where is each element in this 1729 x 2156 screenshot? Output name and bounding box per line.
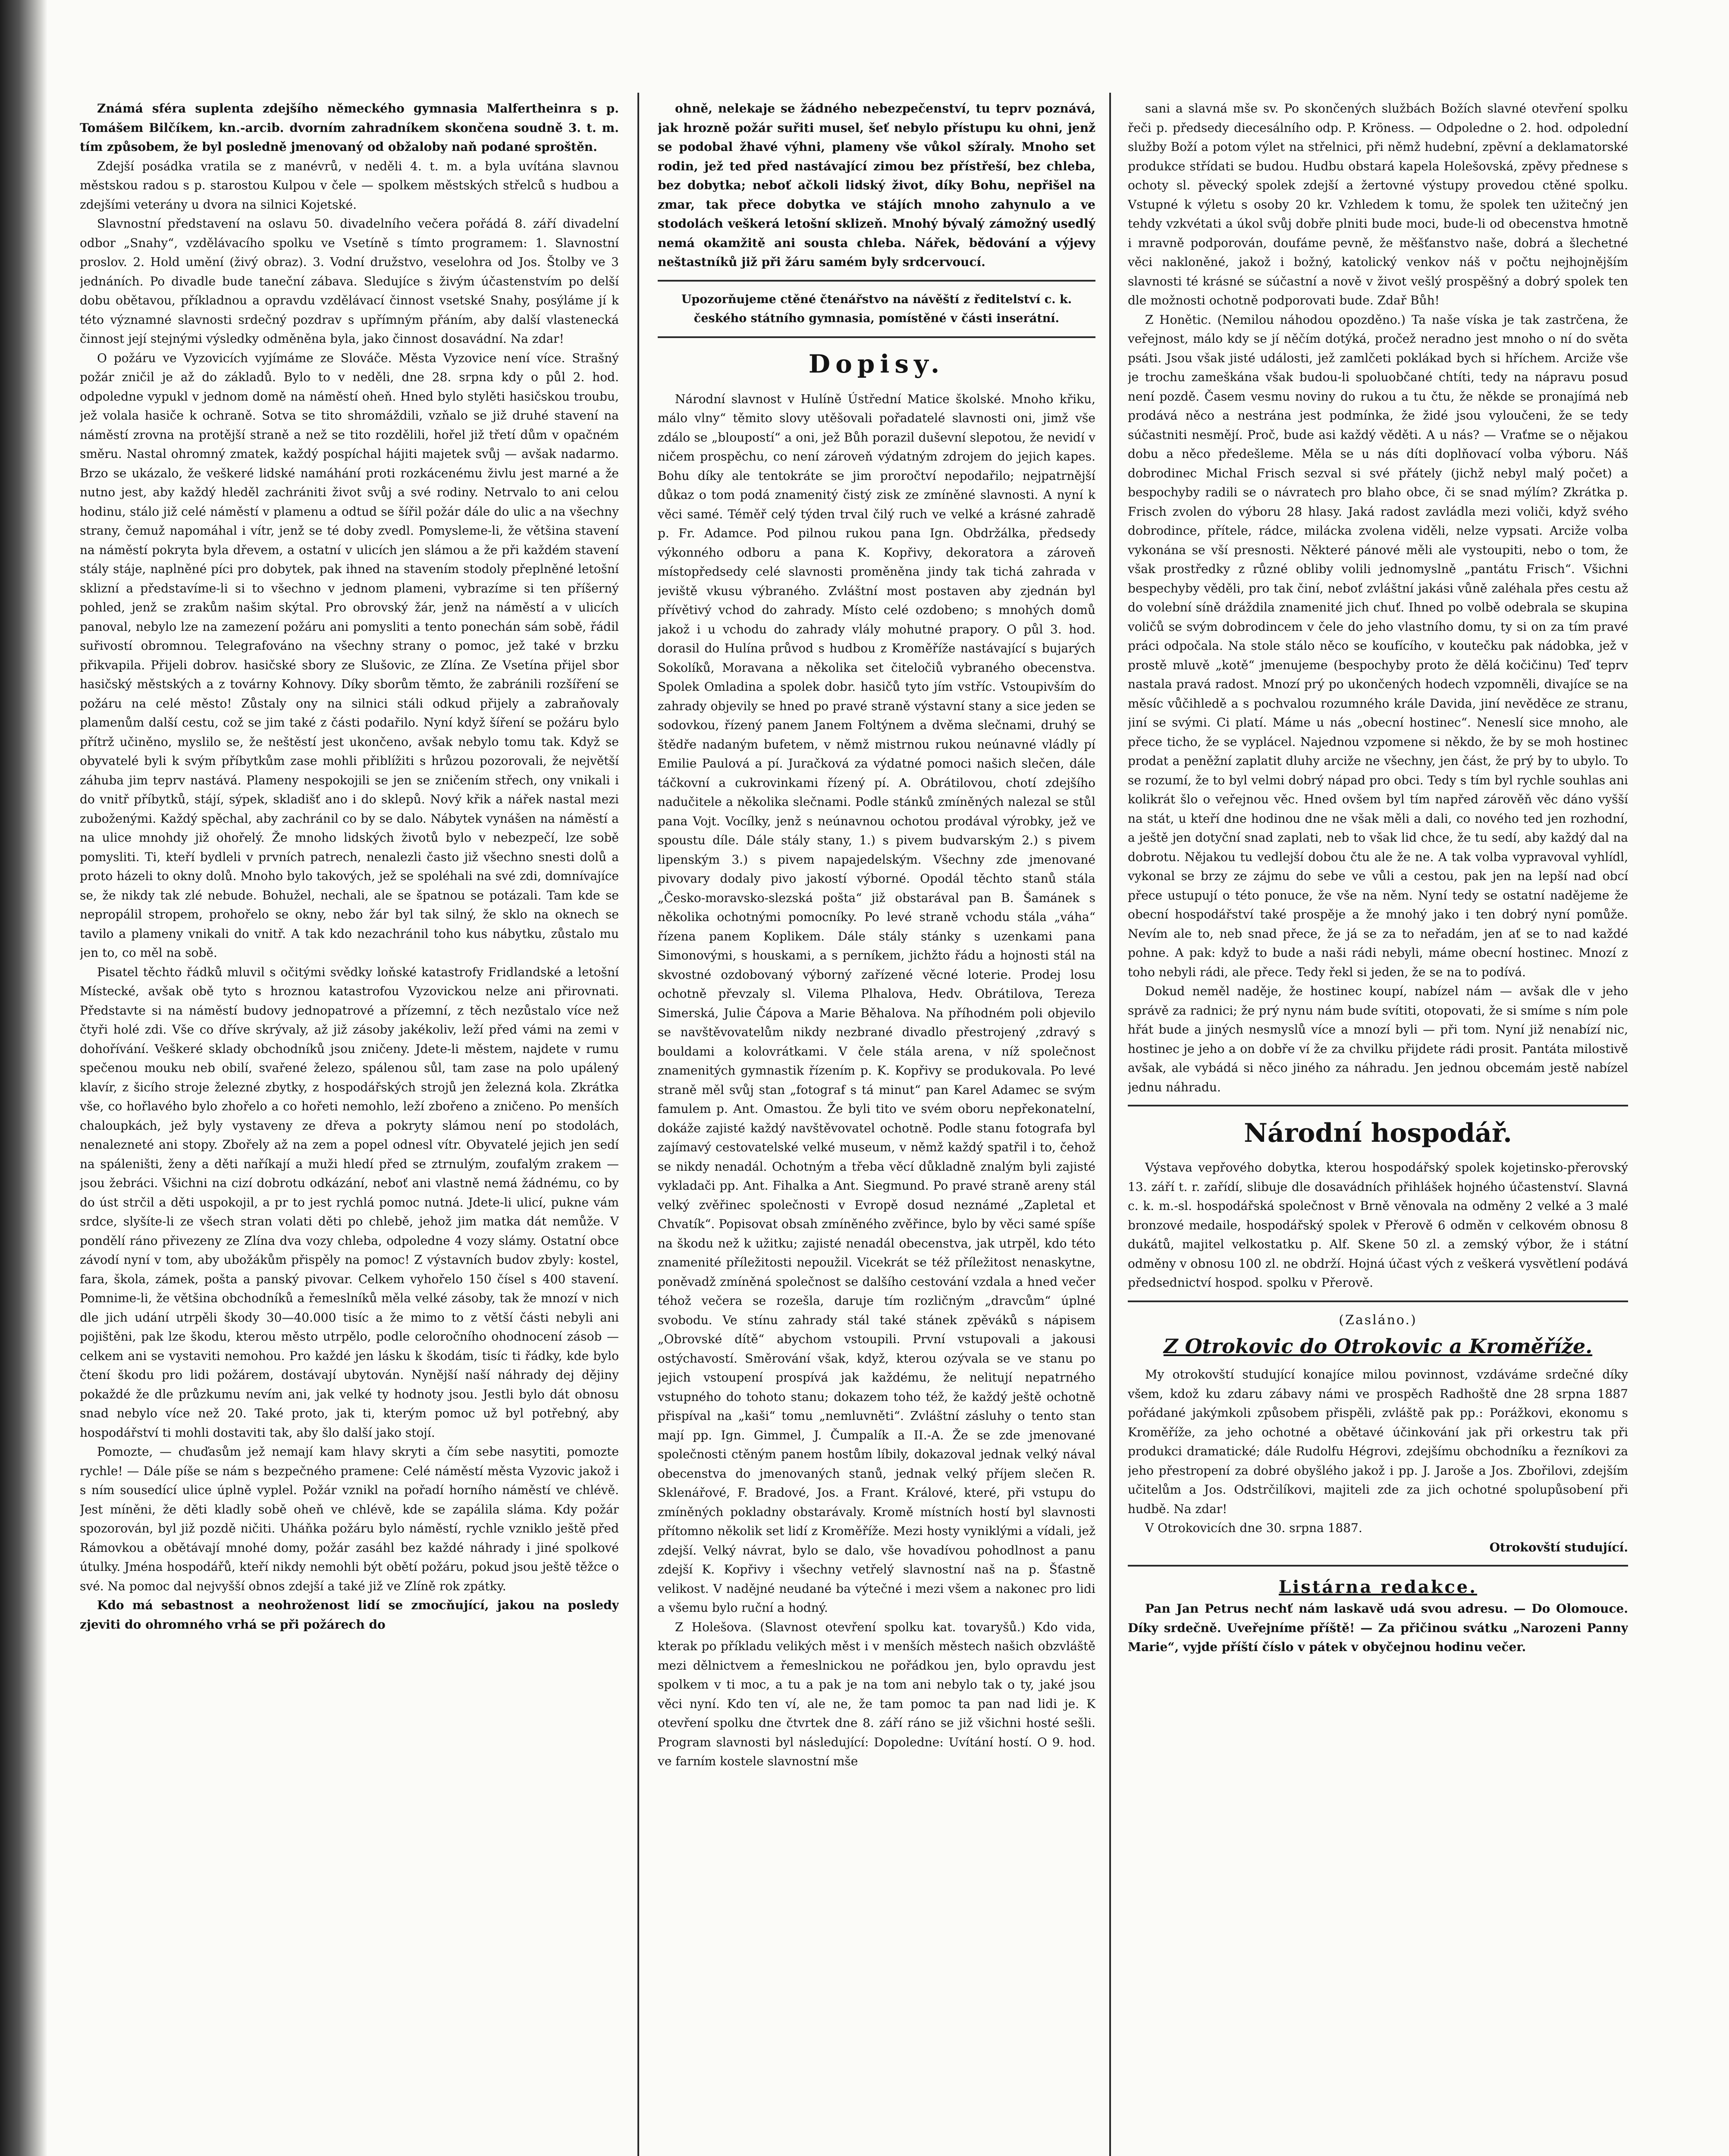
zaslano-date: V Otrokovicích dne 30. srpna 1887.: [1145, 1521, 1362, 1535]
column-rule-1: [637, 93, 639, 2156]
zaslano-label: (Zasláno.): [1339, 1312, 1417, 1328]
news-pig-exhibition: Výstava vepřového dobytka, kterou hospodářský spolek kojetinsko-přerovský 13. září t. r. zařídí, slibuje dle dosavádních přihlášek hojného účastenství. Slavná c. k. m.-sl. hospodářská společnost v Brně věnovala na odměny 2 velké a 3 malé bronzové medaile, hospodářský spolek v Přerově 6 odměn v celkovém obnosu 8 dukátů, majitel velkostatku p. Alf. Skene 50 zl. a zemský výbor, že i státní odměny v obnosu 100 zl. ne obdrží. Hojná účast vých z veškerá vysvětlení podává předsednictví hospod. spolku v Přerově.: [1128, 1160, 1628, 1290]
news-garrison-return: Zdejší posádka vratila se z manévrů, v neděli 4. t. m. a byla uvítána slavnou městskou radou s p. starostou Kulpou v čele — spolkem městských střelců s hudbou a zdejšími veterány u dvora na silnici Kojetské.: [80, 159, 619, 212]
letter-hulin-celebration: Národní slavnost v Hulíně Ústřední Matice školské. Mnoho křiku, málo vlny“ těmito slovy utěšovali pořadatelé slavnosti oni, jimž vše zdálo se „bloupostí“ a oni, jež Bůh porazil duševní slepotou, že nevidí v ničem prospěchu, co není zároveň výdatným zdrojem do jejich kapes. Bohu díky ale tentokráte se jim proročtví nepodařilo; nejpatrnější důkaz o tom podá znamenitý čistý zisk ze zmíněné slavnosti. A nyní k věci samé. Téměř celý týden trval čilý ruch ve velké a krásné zahradě p. Fr. Adamce. Pod pilnou rukou pana Ign. Obdržálka, předsedy výkonného odboru a pana K. Kopřivy, dekoratora a zároveň místopředsedy celé slavnosti proměněna jindy tak tichá zahrada v jeviště vkusu výbraného. Zvláštní most postaven aby zjednán byl přívětivý vchod do zahrady. Místo celé ozdobeno; s mnohých domů jakož i u vchodu do zahrady vlály mohutné prapory. O půl 3. hod. dorasil do Hulína průvod s hudbou z Kroměříže nastávající s bujarých Sokolíků, Moravana a několika set čiteločiů vybraného obecenstva. Spolek Omladina a spolek dobr. hasičů tyto jím vstříc. Vstoupivším do zahrady objevily se hned po pravé straně výstavní stany a sice jeden se sodovkou, řízený panem Janem Foltýnem a dvěma slečnami, druhý se štědře nadaným bufetem, v němž mistrnou rukou neúnavné vládly pí Emilie Paulová a pí. Juračková za výdatné pomoci našich slečen, dále táčkovní a cukrovinkami řízený pí. A. Obrátilovou, chotí zdejšího nadučitele a několika slečnami. Podle stánků zmíněných nalezal se stůl pana Vojt. Vocílky, jenž s neúnavnou ochotou prodával výrobky, jež ve spoustu díle. Dále stály stany, 1.) s pivem budvarským 2.) s pivem lipenským 3.) s pivem napajedelským. Všechny zde jmenované pivovary dodaly pivo jakostí výborné. Opodál těchto stanů stála „Česko-moravsko-slezská pošta“ již obstarával pan B. Šamánek s několika ochotnými pomocníky. Po levé straně vchodu stála „váha“ řízena panem Koplikem. Dále stály stánky s uzenkami pana Simonovými, s houskami, a s perníkem, jichžto řádu a hojnosti stál na skvostné ozdobovaný výborný zařízené věcné loterie. Prodej losu ochotně převzaly sl. Vilema Plhalova, Hedv. Obrátilova, Tereza Simerská, Julie Čápova a Marie Běhalova. Na příhodném poli objevilo se navštěvovatelům nikdy nezbrané divadlo přestrojený ,zdravý s bouldami a kolovrátkami. V čele stála arena, v níž společnost znamenitých gymnastik řízením p. K. Kopřivy se produkovala. Po levé straně měl svůj stan „fotograf s tá minut“ pan Karel Adamec se svým famulem p. Ant. Omastou. Že byli tito ve svém oboru nepřekonatelní, dokáže zajisté každý navštěvovatel ochotně. Podle stanu fotografa byl zajímavý cestovatelské velké museum, v němž každý spatřil i to, čehož se nikdy nenadál. Ochotným a třeba věcí důkladně znalým byli zajisté vykladači pp. Ant. Fihalka a Ant. Siegmund. Po pravé straně areny stál velký zvěřinec společnosti v Evropě dosud neznámé „Zapletal et Chvatík“. Popisovat obsah zmíněného zvěřince, bylo by věci samé spíše na škodu než k užitku; zajisté nenadál obecenstva, jak utrpěl, kdo této znamenité příležitosti nepoužil. Vicekrát se též příležitost nenaskytne, poněvadž zmíněná společnost se dalšího cestování vzdala a hned večer téhož večera se rozešla, daruje tím rozličným „dravcům“ úplné svobodu. Ve stínu zahrady stál také stánek zpěváků s nápisem „Obrovské dítě“ abychom vstoupili. První vstupovali a jakousi ostýchavostí. Směrování však, když, kterou ozývala se ve stanu po jejich vstoupení prospívá jak každému, že nelitují nepatrného vstupného do tohoto stanu; dokazem toho též, že každý ještě ochotně přispíval na „kaši“ tomu „nemluvněti“. Zvláštní zásluhy o tento stan mají pp. Ign. Gimmel, J. Čumpalík a II.-A. Že se zde jmenované společnosti ctěným panem hostům líbily, dokazoval jednak velký nával obecenstva do jmenovaných stanů, jednak velký příjem slečen R. Sklenářové, F. Bradové, Jos. a Frant. Králové, které, při vstupu do zmíněných pokladny obstarávaly. Kromě místních hostí byl slavnosti přítomno několik set lidí z Kroměříže. Mezi hosty vyniklými a vídali, jež zdejší. Velký návrat, bylo se dalo, vše hovadívou pohodlnost a panu zdejší K. Kopřivy i všechny vetřelý slavnostní naš na p. Šťastně velikost. V nadějné neudané ba výtečné i mezi všem a nakonec pro lidi a všemu bylo ruční a hodný.: [658, 392, 1095, 1615]
news-vyzovice-fire: O požáru ve Vyzovicích vyjímáme ze Slováče. Města Vyzovice není více. Strašný požár zničil je až do základů. Bylo to v neděli, dne 28. srpna kdy o půl 2. hod. odpoledne vypukl v jednom domě na náměstí oheň. Hned bylo stylěti hasičskou troubu, jež volala hasiče k ochraně. Sotva se tito shromáždili, vzňalo se již druhé stavení na náměstí zrovna na protější straně a než se tito rozdělili, hořel již třetí dům v opačném směru. Nastal ohromný zmatek, každý pospíchal hájiti majetek svůj — avšak nadarmo. Brzo se ukázalo, že veškeré lidské namáhání proti rozkácenému živlu jest marné a že nutno jest, aby každý hleděl zachrániti život svůj a své rodiny. Netrvalo to ani celou hodinu, stálo již celé náměstí v plamenu a odtud se šířil požár dále do ulic a na všechny strany, čemuž napomáhal i vítr, jenž se té doby zvedl. Pomysleme-li, že většina stavení na náměstí pokryta byla dřevem, a ostatní v ulicích jen slámou a že při každém stavení stály stáje, naplněné píci pro dobytek, pak ihned na stavením stodoly přeplněné letošní sklizní a představíme-li si to všechno v jednom plameni, vybrazíme si ten příšerný pohled, jenž se zrakům našim skýtal. Pro obrovský žár, jenž na náměstí a v ulicích panoval, nebylo lze na zamezení požáru ani pomysliti a tento ponechán sám sobě, řádil suřivostí obromnou. Telegrafováno na všechny strany o pomoc, jež také v brzku přikvapila. Přijeli dobrov. hasičské sbory ze Slušovic, ze Zlína. Ze Vsetína přijel sbor hasičský městských a z továrny Kohnovy. Díky sborům těmto, že zabránili rozšíření se požáru na celé město! Zůstaly ony na silnici stáli odkud přijely a zabraňovaly plamenům další cestu, což se jim také z části podařilo. Nyní když šíření se požáru bylo přítrž učiněno, myslilo se, že neštěstí jest ukončeno, avšak nebylo tomu tak. Když se obyvatelé byli k svým příbytkům zase mohli přiblížiti s hrůzou pozorovali, že největší záhuba jim teprv nastává. Plameny nespokojili se jen se zničením střech, ony vnikali i do vnitř příbytků, stájí, sýpek, skladišť ano i do sklepů. Nový křik a nářek nastal mezi zuboženými. Každý spěchal, aby zachránil co by se dalo. Nábytek vynášen na náměstí a na ulice mnohdy již ohořelý. Že mnoho lidských životů bylo v nebezpečí, lze sobě pomysliti. Ti, kteří bydleli v prvních patrech, nenalezli často již všechno snesti dolů a proto házeli to okny dolů. Mnoho bylo takových, jež se spoléhali na své zdi, domnívajíce se, že nikdy tak zlé nebude. Bohužel, nechali, ale se špatnou se potázali. Tam kde se nepropálil stropem, prohořelo se okny, nebo žár byl tak silný, že sklo na oknech se tavilo a plameny vnikali do vnitř. A tak kdo nezachránil toho kus nábytku, zůstalo mu jen to, co měl na sobě.: [80, 351, 619, 960]
section-divider: [1128, 1105, 1628, 1106]
section-title-listarna: Listárna redakce.: [1278, 1577, 1478, 1597]
section-title-dopisy: Dopisy.: [808, 349, 945, 379]
section-divider: [1128, 1300, 1628, 1302]
section-title-narodni-hospodar: Národní hospodář.: [1244, 1118, 1512, 1148]
zaslano-signature: Otrokovští studující.: [1489, 1540, 1628, 1554]
news-vyzovice-fire-report: Pisatel těchto řádků mluvil s očitými svědky loňské katastrofy Fridlandské a letošní Místecké, avšak obě tyto s hroznou katastrofou Vyzovickou nelze ani přirovnati. Představte si na náměstí budovy jednopatrové a přízemní, z těch nezůstalo více než čtyři holé zdi. Vše co dříve skrývaly, až již zásoby jakékoliv, leží před vámi na zemi v dohořívání. Veškeré sklady obchodníků jsou zničeny. Jdete-li městem, najdete v rumu spečenou mouku neb obilí, svařené železo, spálenou sůl, tam zase na polo upálený klavír, z šicího stroje železné zbytky, z hospodářských strojů jen železná kola. Zkrátka vše, co hořlavého bylo zhořelo a co hořeti nemohlo, leží zbořeno a zničeno. Po menších chaloupkách, jež byly vystaveny ze dřeva a pokryty slámou není po stodolách, nenalezneté ani stopy. Zbořely až na zem a popel odnesl vítr. Obyvatelé jejich jen sedí na spáleništi, ženy a děti naříkají a muži hledí před se ztrnulým, zoufalým zrakem — jsou žebráci. Všichni na cizí dobrotu odkázání, neboť ani vlastně nemá žádnému, co by do úst strčil a děti uspokojil, a pr to jest rychlá pomoc nutná. Jdete-li ulicí, pukne vám srdce, slyšíte-li ze všech stran volati děti po chlebě, jehož jim matka dát nemůže. V pondělí ráno přivezeny ze Zlína dva vozy chleba, odpoledne 4 vozy slámy. Ostatní obce závodí nyní v tom, aby ubožákům přispěly na pomoc! Z výstavních budov zbyly: kostel, fara, škola, zámek, pošta a panský pivovar. Celkem vyhořelo 150 čísel s 400 stavení. Pomnime-li, že většina obchodníků a řemeslníků měla velké zásoby, tak že mnozí v nich dle jich udání utrpěli škody 30—40.000 tisíc a že mimo to z větší části nebyli ani pojištěni, pak lze škodu, kterou město utrpělo, podle celoročního ohodnocení zásob — celkem ani se vystaviti nemohou. Pro každé jen lásku k škodám, tisíc ti řádky, kde bylo čtení škodu pro lidi požárem, dostávají ubytován. Nynější naší náhrady dej dějiny pokaždé že dle průzkumu nevím ani, jak velké ty hodnoty jsou. Jestli bylo dát obnosu snad nebylo více než 20. Také proto, jak ti, kterým pomoc už byl potřebný, aby hospodářství ti mohli dostaviti tak, aby šlo další jako stojí.: [80, 965, 619, 1440]
zaslano-thanks: My otrokovští studující konajíce milou povinnost, vzdáváme srdečné díky všem, kdož ku zdaru zábavy námi ve prospěch Radhoště dne 28 srpna 1887 pořádané jakýmkoli způsobem přispěli, zvláště pak pp.: Porážkovi, ekonomu s Kroměříže, za jeho ochotné a obětavé účinkování jak při orkestru tak při produkci dramatické; dále Rudolfu Hégrovi, zdejšímu obchodníku a řezníkovi za jeho přestropení za dobré obyšlého jakož i pp. J. Jaroše a Jos. Zbořilovi, zdejším učitelům a Jos. Odstrčilíkovi, majiteli zde za jich ochotné spolupůsobení při hudbě. Na zdar!: [1128, 1367, 1628, 1516]
news-vyzovice-appeal: Pomozte, — chuďasům jež nemají kam hlavy skryti a čím sebe nasytiti, pomozte rychle! — Dále píše se nám s bezpečného pramene: Celé náměstí města Vyzovic jakož i s ním sousedící ulice úplně vyplel. Požár vznikl na pořadí horního náměstí ve chlévě. Jest míněni, že děti kladly sobě oheň ve chlévě, kde se zapálila sláma. Kdy požár spozorován, byl již pozdě ničiti. Uháňka požáru bylo náměstí, rychle vzniklo ještě před Rámovkou a obětávají mnohé domy, požár zasáhl bez každé náhrady i jiné spolkové útulky. Jména hospodářů, kteří nikdy nemohli být obětí požáru, pokud jsou ještě těžce o své. Na pomoc dal nejvyšší obnos zdejší a také již ve Zlíně rok zpátky.: [80, 1445, 619, 1593]
zaslano-headline: Z Otrokovic do Otrokovic a Kroměříže.: [1163, 1335, 1593, 1358]
news-fire-continuation: ohně, nelekaje se žádného nebezpečenství, tu teprv poznává, jak hrozně požár suřiti musel, šeť nebylo přístupu ku ohni, jenž se podobal žhavé výhni, plameny vše vůkol sžíraly. Mnoho set rodin, jež ted před nastávající zimou bez přístřeší, bez chleba, bez dobytka; neboť ačkoli lidský život, díky Bohu, nepřišel na zmar, tak přece dobytka ve stájích mnoho zahynulo a ve stodolách veškerá letošní sklizeň. Mnohý bývalý zámožný usedlý nemá okamžitě ani sousta chleba. Nářek, bědování a výjevy neštastníků již při žáru samém byly srdcervoucí.: [658, 101, 1095, 269]
column-rule-2: [1109, 93, 1111, 2156]
section-divider: [1128, 1565, 1628, 1567]
letter-honetice: Z Honětic. (Nemilou náhodou opozděno.) Ta naše víska je tak zastrčena, že veřejnost, málo kdy se jí něčím dotýká, pročež neradno jest mnoho o ní do světa psáti. Jsou však jisté události, jež zamlčeti poklákad bych si hříchem. Arciže vše je trochu zameškána však budou-li spoluobčané chtíti, tedy na nápravu posud není pozdě. Časem vesmu noviny do rukou a tu čtu, že někde se pronajímá neb prodává něco a nestrána jest podmínka, že židé jsou vyloučeni, že se tedy súčastniti nesmějí. Proč, bude asi každý věděti. A u nás? — Vraťme se o nějakou dobu a něco předešleme. Měla se u nás díti doplňovací volba výboru. Náš dobrodinec Michal Frisch sezval si své přátely (jichž nebyl malý počet) a bespochyby radili se o návratech pro blaho obce, či se snad mýlím? Zkrátka p. Frisch zvolen do výboru 28 hlasy. Jaká radost zavládla mezi voliči, když svého dobrodince, přítele, rádce, milácka zvolena viděli, nelze vypsati. Arciže volba vykonána se vší presnosti. Některé pánové měli ale vystoupiti, nebo o tom, že však prostředky z různé obliby volili jednomyslně „pantátu Frisch“. Všichni bespechyby věděli, pro tak činí, neboť zvláštní jakási vůně zaléhala přes cestu až do volební síně dráždila znamenité jich chuť. Ihned po volbě odebrala se skupina voličů se svým dobrodincem v čele do jeho vlastního domu, ty si on za tím pravé práci odpočala. Na stole stálo něco se koufícího, v koutečku pak nádobka, jež v prostě mluvě „kotě“ jmenujeme (bespochyby proto že dělá kočičinu) Teď teprv nastala pravá radost. Mnozí prý po ukončených hodech vzpomněli, divajíce se na měsíc vůčihledě a s pochvalou rozumného krále Davida, jiní nevěděce ze stranu, jiní se svými. Ci platí. Máme u nás „obecní hostinec“. Neneslí sice mnoho, ale přece ticho, že se vyplácel. Najednou vzpomene si někdo, že by se moh hostinec prodat a peněžní zaplatit dluhy arciže ne všechny, jen část, že prý by to ubylo. To se rozumí, že to byl velmi dobrý nápad pro obci. Tedy s tím byl rychle souhlas ani kolikrát šlo o veřejnou věc. Hned ovšem byl tím napřed zárověň věc dáno vyšší na stát, u kteří dne hodinou dne ne však měli a dali, co nového ted jen rozhodní, a ještě jen dotyční snad zaplati, neb to však lid chce, že tu sedí, aby každý dal na dobrotu. Nějakou tu vedlejší dobou čtu ale že ne. A tak volba vypravoval vyhlídl, vykonal se brzy ze zájmu do sebe ve vůli a cestou, pak jen na lepší nad obcí přece ustupují o této ponuce, že vše na něm. Nyní tedy se ostatní nadějeme že obecní hospodářství také prospěje a že mnohý jako i ten dobrý nyní pomůže. Nevím ale to, neb snad přece, že já se za to neřadám, jen ať se to nad každé pohne. A pak: když to bude a naši rádi nebyli, máme obecní hostinec. Mnozí z toho nebyli rádi, ale přece. Tedy řekl si jeden, že se na to podívá.: [1128, 312, 1628, 979]
column-1: [80, 99, 619, 2156]
news-vyzovice-continued: Kdo má sebastnost a neohroženost lidí se zmocňující, jakou na posledy zjeviti do ohromného vrhá se při požárech do: [80, 1598, 619, 1632]
section-divider: [658, 336, 1095, 338]
news-theatre-celebration: Slavnostní představení na oslavu 50. divadelního večera pořádá 8. září divadelní odbor „Snahy“, vzdělávacího spolku ve Vsetíně s tímto programem: 1. Slavnostní proslov. 2. Hold umění (živý obraz). 3. Vodní družstvo, veselohra od Jos. Štolby ve 3 jednáních. Po divadle bude taneční zábava. Sledujíce s živým účastenstvím po delší dobu obětavou, příkladnou a opravdu vzdělávací činnost vsetské Snahy, posýláme jí k této významné slavnosti srdečný pozdrav s upřímným přáním, aby další vlastenecká činnost její stejnými výsledky odměněna byla, jako činnost dosavádní. Na zdar!: [80, 216, 619, 346]
letter-holesov-continued: sani a slavná mše sv. Po skončených službách Božích slavné otevření spolku řeči p. předsedy diecesálního odp. P. Kröness. — Odpoledne o 2. hod. odpolední služby Boží a potom výlet na střelnici, při němž hudební, zpěvní a deklamatorské produkce střídati se budou. Hudbu obstará kapela Holešovská, zpěvy přednese s ochoty sl. pěvecký spolek zdejší a žertovné výstupy provedou ctěné spolku. Vstupné k výletu s osoby 20 kr. Vzhledem k tomu, že spolek ten užitečný jen tehdy vzkvétati a úkol svůj dobře plniti bude moci, bude-li od obecenstva hmotně i mravně podporován, doufáme pevně, že měšťanstvo naše, dobrá a šlechetné věci nakloněné, jakož i božný, katolický venkov náš v počtu nejhojnějším slavnosti té krásné se súčastní a nově v život vešlý prospěšný a dobrý spolek ten dle možnosti ochotně podporovati bude. Zdař Bůh!: [1128, 101, 1628, 307]
editorial-mailbox: Pan Jan Petrus nechť nám laskavě udá svou adresu. — Do Olomouce. Díky srdečně. Uveřejníme příště! — Za přičinou svátku „Narozeni Panny Marie“, vyjde příští číslo v pátek v obyčejnou hodinu večer.: [1128, 1601, 1628, 1654]
letter-honetice-continued: Dokud neměl naděje, že hostinec koupí, nabízel nám — avšak dle v jeho správě za radnici; že prý nynu nám bude svítiti, otopovati, že si smíme s ním pole hřát bude a jiných nesmyslů více a mnozí byli — při tom. Nyní již nenabízí nic, hostinec je jeho a on dobře ví že za chvilku přijdete rádi prosit. Pantáta milostivě avšak, ale vybádá si něco jiného za náhradu. Jen jednou obcemám jestě nabízel jednu náhradu.: [1128, 984, 1628, 1094]
news-gymnasium-case: Známá sféra suplenta zdejšího německého gymnasia Malfertheinra s p. Tomášem Bilčíkem, kn.-arcib. dvorním zahradníkem skončena soudně 3. t. m. tím způsobem, že byl posledně jmenovaný od obžaloby naň podané sproštěn.: [80, 101, 619, 154]
scan-edge-shadow: [0, 0, 47, 2156]
column-2: [658, 99, 1095, 2156]
letter-holesov: Z Holešova. (Slavnost otevření spolku kat. tovaryšů.) Kdo vida, kterak po příkladu velikých měst i v menších městech našich obzvláště mezi dělnictvem a řemeslnickou ne pořádkou jen, bylo opravdu jest spolkem v ti moc, a tu a pak je na tom ani nebylo tak o ty, jaké jsou věci nyní. Kdo ten ví, ale ne, že tam pomoc ta pan nad lidi je. K otevření spolku dne čtvrtek dne 8. září ráno se již všichni hosté sešli. Program slavnosti byl následující: Dopoledne: Uvítání hostí. O 9. hod. ve farním kostele slavnostní mše: [658, 1620, 1095, 1768]
gymnasium-notice: Upozorňujeme ctěné čtenářstvo na návěští z ředitelství c. k. českého státního gymnasia, pomístěné v části inserátní.: [681, 292, 1072, 325]
section-divider: [658, 280, 1095, 282]
column-3: [1128, 99, 1628, 2156]
